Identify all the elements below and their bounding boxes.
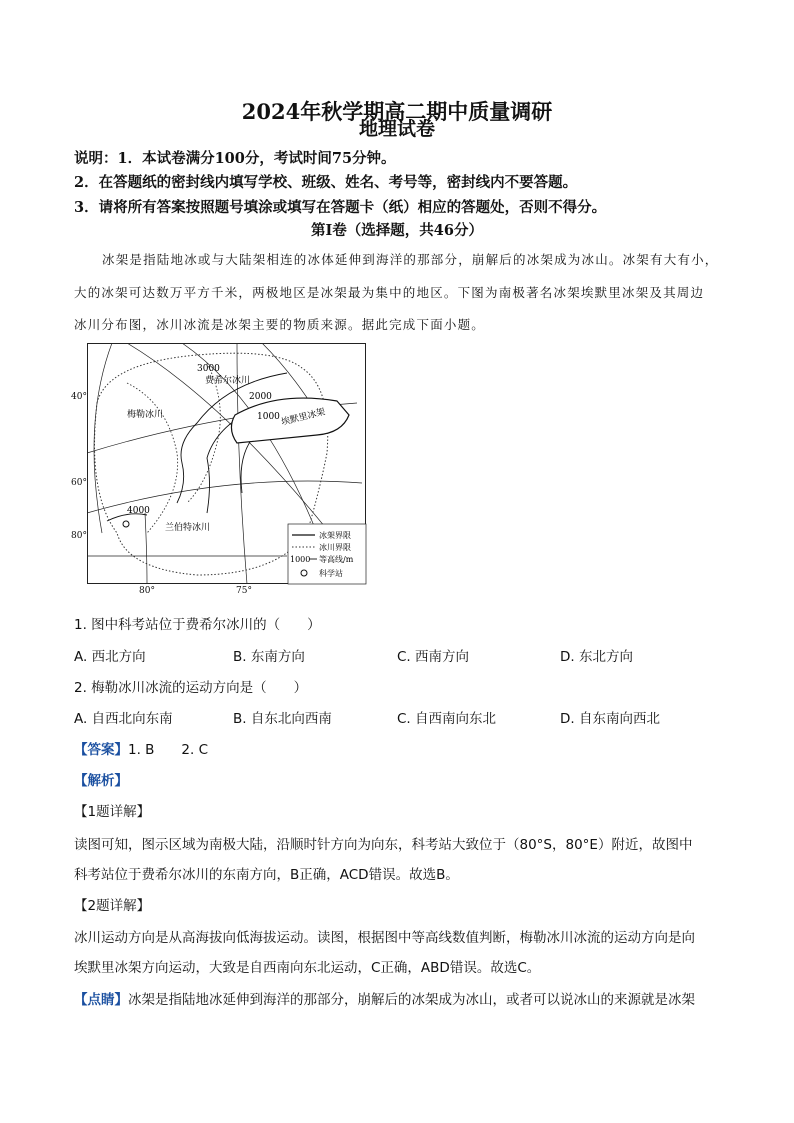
contour-label: 2000 — [249, 392, 272, 402]
q2-option-b[interactable]: B. 自东北向西南 — [233, 711, 332, 727]
passage-line-2: 大的冰架可达数万平方千米，两极地区是冰架最为集中的地区。下图为南极著名冰架埃默里冰架及其周边 — [74, 285, 705, 300]
tip-text: 冰架是指陆地冰延伸到海洋的那部分，崩解后的冰架成为冰山，或者可以说冰山的来源就是冰架 — [128, 992, 695, 1008]
q2-detail-line: 埃默里冰架方向运动，大致是自西南向东北运动，C正确，ABD错误。故选C。 — [74, 960, 541, 976]
legend-item: 科学站 — [319, 569, 343, 578]
glacier-label: 兰伯特冰川 — [165, 523, 211, 533]
contour-label: 3000 — [197, 364, 220, 374]
q2-option-d[interactable]: D. 自东南向西北 — [560, 711, 660, 727]
instruction-1: 说明：1．本试卷满分100分，考试时间75分钟。 — [74, 150, 396, 167]
question-1-stem: 1. 图中科考站位于费希尔冰川的（ ） — [74, 617, 321, 633]
legend-contour-value: 1000 — [290, 555, 311, 564]
q2-detail-label: 【2题详解】 — [74, 898, 151, 914]
legend-item: 冰川界限 — [319, 543, 351, 552]
answer-text: 1. B 2. C — [128, 742, 209, 758]
q1-option-c[interactable]: C. 西南方向 — [397, 649, 470, 665]
lon-label: 80° — [139, 586, 155, 596]
answer-label: 【答案】 — [74, 742, 128, 758]
subject-title: 地理试卷 — [358, 118, 435, 140]
instruction-3: 3．请将所有答案按照题号填涂或填写在答题卡（纸）相应的答题处，否则不得分。 — [74, 199, 607, 216]
lat-label: 80° — [71, 531, 87, 541]
passage-line-3: 冰川分布图，冰川冰流是冰架主要的物质来源。据此完成下面小题。 — [74, 317, 486, 332]
q1-detail-line: 科考站位于费希尔冰川的东南方向，B正确，ACD错误。故选B。 — [74, 867, 459, 883]
q1-detail-label: 【1题详解】 — [74, 804, 151, 820]
contour-label: 4000 — [127, 506, 150, 516]
lat-label: 60° — [71, 478, 87, 488]
section-title: 第Ⅰ卷（选择题，共46分） — [311, 222, 483, 239]
glacier-label: 梅勒冰川 — [127, 410, 164, 420]
q2-option-a[interactable]: A. 自西北向东南 — [74, 711, 173, 727]
q1-option-b[interactable]: B. 东南方向 — [233, 649, 305, 665]
lon-label: 75° — [236, 586, 252, 596]
contour-label: 1000 — [257, 412, 280, 422]
research-station-icon — [123, 521, 129, 527]
q1-option-d[interactable]: D. 东北方向 — [560, 649, 633, 665]
instruction-2: 2．在答题纸的密封线内填写学校、班级、姓名、考号等，密封线内不要答题。 — [74, 174, 578, 191]
ice-shelf-label: 埃默里冰架 — [280, 407, 327, 428]
analysis-label: 【解析】 — [74, 773, 128, 789]
passage-line-1: 冰架是指陆地冰或与大陆架相连的冰体延伸到海洋的那部分，崩解后的冰架成为冰山。冰架有大有小， — [102, 252, 719, 267]
q1-detail-line: 读图可知，图示区域为南极大陆，沿顺时针方向为向东，科考站大致位于（80°S，80°E）附近，故图中 — [74, 837, 693, 853]
q1-option-a[interactable]: A. 西北方向 — [74, 649, 146, 665]
tip-label: 【点睛】 — [74, 992, 128, 1008]
q2-option-c[interactable]: C. 自西南向东北 — [397, 711, 497, 727]
page-title: 2024年秋学期高二期中质量调研 — [241, 99, 553, 124]
lat-label: 40° — [71, 392, 87, 402]
legend-item: 冰架界限 — [319, 531, 351, 540]
glacier-label: 费希尔冰川 — [205, 376, 251, 386]
question-2-stem: 2. 梅勒冰川冰流的运动方向是（ ） — [74, 680, 308, 696]
q2-detail-line: 冰川运动方向是从高海拔向低海拔运动。读图，根据图中等高线数值判断，梅勒冰川冰流的运动方向是向 — [74, 930, 695, 946]
legend-item: 等高线/m — [319, 555, 354, 564]
amery-ice-shelf-map — [87, 343, 367, 587]
